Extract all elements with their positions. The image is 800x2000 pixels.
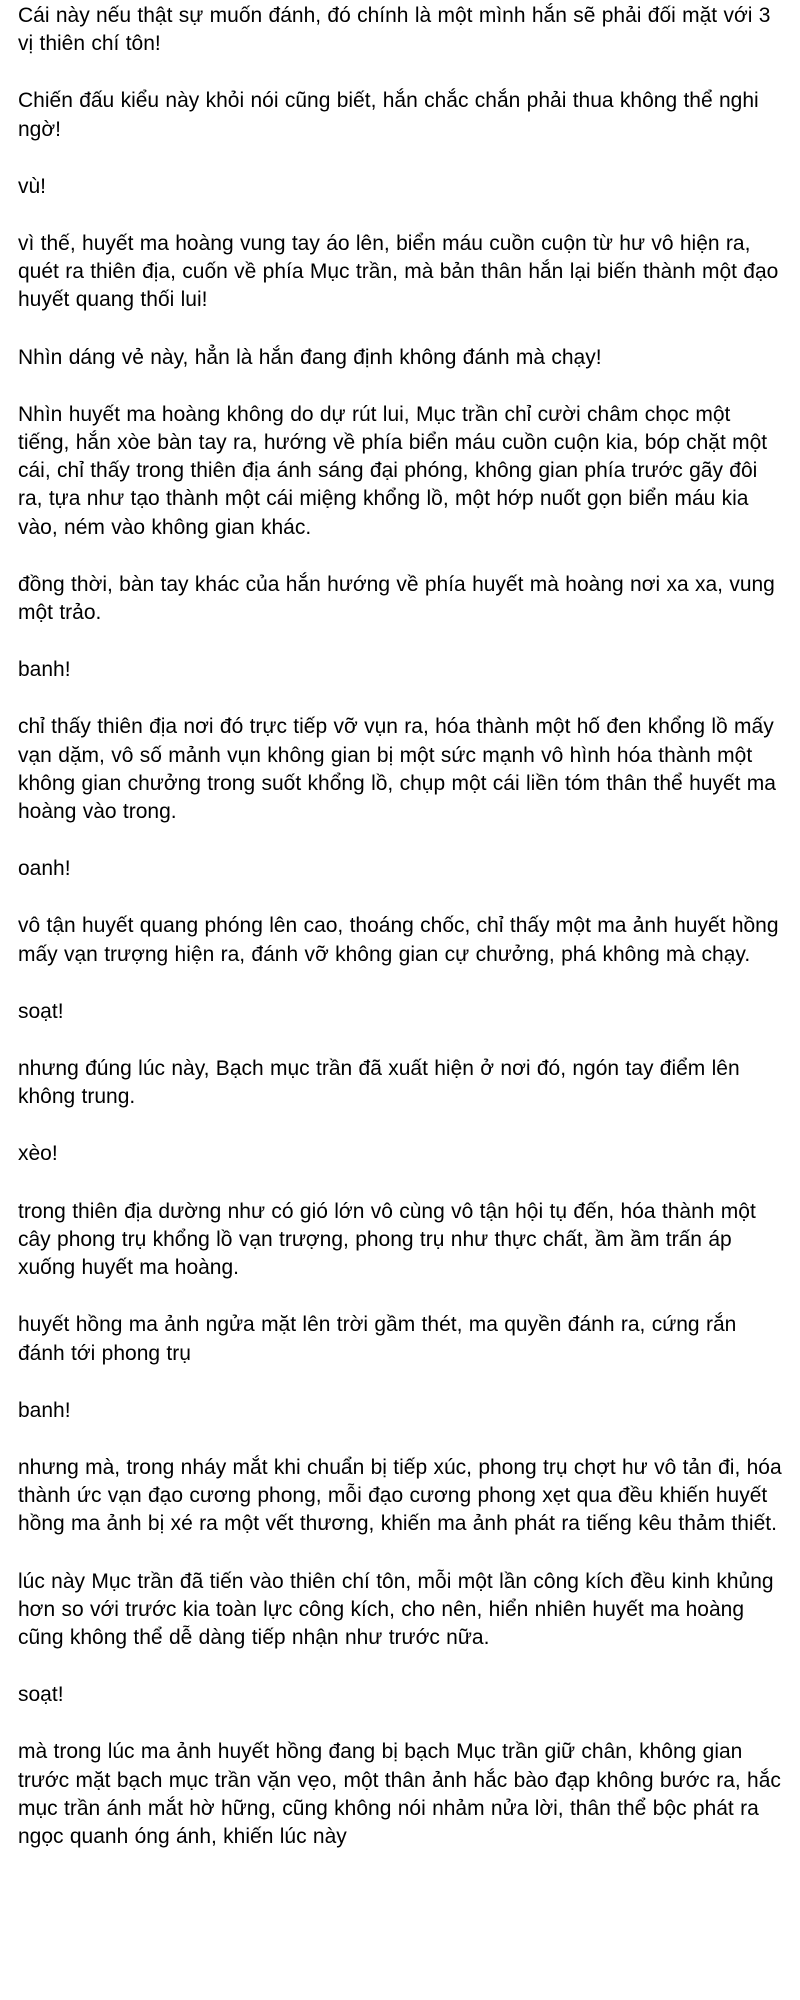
- paragraph: oanh!: [18, 857, 71, 881]
- paragraph: banh!: [18, 658, 71, 682]
- paragraph: đồng thời, bàn tay khác của hắn hướng về phía huyết mà hoàng nơi xa xa, vung một trảo.: [18, 572, 775, 625]
- paragraph: Nhìn dáng vẻ này, hẳn là hắn đang định không đánh mà chạy!: [18, 345, 602, 369]
- paragraph: xèo!: [18, 1142, 58, 1166]
- paragraph: chỉ thấy thiên địa nơi đó trực tiếp vỡ vụn ra, hóa thành một hố đen khổng lồ mấy vạn dặm, vô số mảnh vụn không gian bị một sức mạnh vô hình hóa thành một không gian chưởng trong suốt khổng lồ, chụp một cái liền tóm thân thể huyết ma hoàng vào trong.: [18, 715, 776, 824]
- paragraph: vô tận huyết quang phóng lên cao, thoáng chốc, chỉ thấy một ma ảnh huyết hồng mấy vạn trượng hiện ra, đánh vỡ không gian cự chưởng, phá không mà chạy.: [18, 914, 779, 966]
- paragraph: soạt!: [18, 1683, 64, 1707]
- paragraph: Chiến đấu kiểu này khỏi nói cũng biết, hắn chắc chắn phải thua không thể nghi ngờ!: [18, 89, 759, 141]
- paragraph: vù!: [18, 174, 47, 198]
- paragraph: trong thiên địa dường như có gió lớn vô cùng vô tận hội tụ đến, hóa thành một cây phong trụ khổng lồ vạn trượng, phong trụ như thực chất, ầm ầm trấn áp xuống huyết ma hoàng.: [18, 1199, 756, 1280]
- paragraph: nhưng đúng lúc này, Bạch mục trần đã xuất hiện ở nơi đó, ngón tay điểm lên không trung.: [18, 1057, 740, 1109]
- paragraph: Nhìn huyết ma hoàng không do dự rút lui, Mục trần chỉ cười châm chọc một tiếng, hắn xòe bàn tay ra, hướng về phía biển máu cuồn cuộn kia, bóp chặt một cái, chỉ thấy trong thiên địa ánh sáng đại phóng, không gian phía trước gãy đôi ra, tựa như tạo thành một cái miệng khổng lồ, một hớp nuốt gọn biển máu kia vào, ném vào không gian khác.: [18, 402, 768, 539]
- paragraph: lúc này Mục trần đã tiến vào thiên chí tôn, mỗi một lần công kích đều kinh khủng hơn so với trước kia toàn lực công kích, cho nên, hiển nhiên huyết ma hoàng cũng không thể dễ dàng tiếp nhận như trước nữa.: [18, 1569, 774, 1649]
- paragraph: soạt!: [18, 999, 64, 1023]
- paragraph: mà trong lúc ma ảnh huyết hồng đang bị bạch Mục trần giữ chân, không gian trước mặt bạch mục trần vặn vẹo, một thân ảnh hắc bào đạp không bước ra, hắc mục trần ánh mắt hờ hững, cũng không nói nhảm nửa lời, thân thể bộc phát ra ngọc quanh óng ánh, khiến lúc này: [18, 1740, 781, 1848]
- paragraph: vì thế, huyết ma hoàng vung tay áo lên, biển máu cuồn cuộn từ hư vô hiện ra, quét ra thiên địa, cuốn về phía Mục trần, mà bản thân hắn lại biến thành một đạo huyết quang thối lui!: [18, 232, 779, 312]
- paragraph: nhưng mà, trong nháy mắt khi chuẩn bị tiếp xúc, phong trụ chợt hư vô tản đi, hóa thành ức vạn đạo cương phong, mỗi đạo cương phong xẹt qua đều khiến huyết hồng ma ảnh bị xé ra một vết thương, khiến ma ảnh phát ra tiếng kêu thảm thiết.: [18, 1455, 782, 1536]
- paragraph: huyết hồng ma ảnh ngửa mặt lên trời gầm thét, ma quyền đánh ra, cứng rắn đánh tới phong trụ: [18, 1313, 737, 1365]
- paragraph: banh!: [18, 1398, 71, 1422]
- paragraph: Cái này nếu thật sự muốn đánh, đó chính là một mình hắn sẽ phải đối mặt với 3 vị thiên chí tôn!: [18, 4, 771, 56]
